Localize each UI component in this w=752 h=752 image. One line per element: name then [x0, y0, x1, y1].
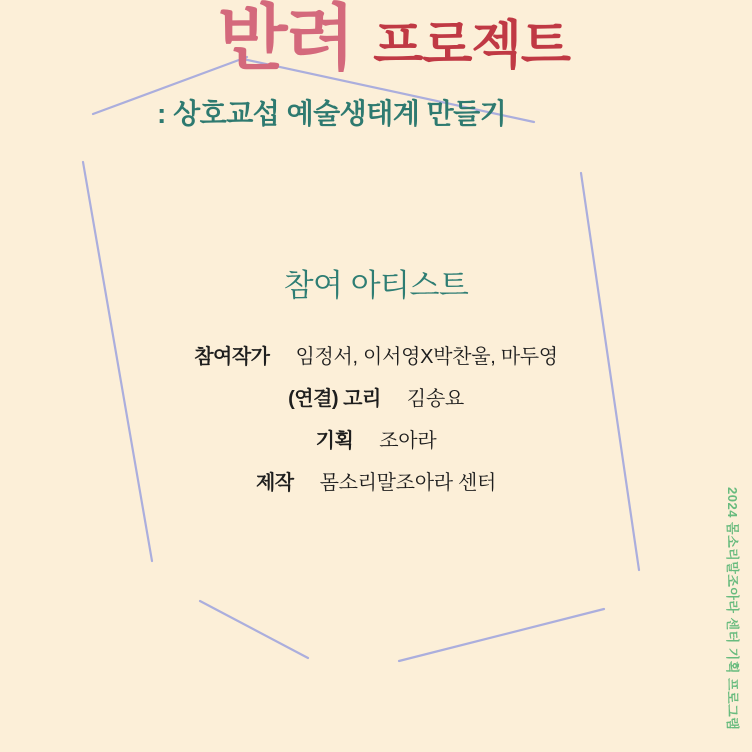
credit-line-production	[0, 472, 752, 494]
poster-subtitle: : 상호교섭 예술생태계 만들기	[157, 98, 507, 129]
poster-title-main: 반려	[217, 0, 354, 79]
credit-value: 임정서, 이서영X박찬울, 마두영	[295, 346, 558, 368]
poster-title-sub: 프로젝트	[373, 17, 571, 75]
section-heading-participating-artists: 참여 아티스트	[283, 268, 469, 303]
credits-list	[0, 346, 752, 514]
credit-value: 조아라	[379, 430, 437, 452]
credit-label: (연결) 고리	[288, 388, 381, 410]
credit-label: 참여작가	[194, 346, 270, 368]
credit-line-connector	[0, 388, 752, 410]
hexagon-line-lower-right	[399, 609, 604, 661]
hexagon-line-lower-left	[200, 601, 308, 658]
side-note-vertical-text: 2024 몸소리말조아라 센터 기획 프로그램	[725, 487, 740, 731]
credit-line-artists	[0, 346, 752, 368]
credit-label: 기획	[315, 430, 354, 452]
poster-title	[36, 0, 752, 78]
credit-value: 몸소리말조아라 센터	[319, 472, 497, 494]
credit-line-planning	[0, 430, 752, 452]
credit-label: 제작	[255, 472, 294, 494]
credit-value: 김송요	[406, 388, 464, 410]
